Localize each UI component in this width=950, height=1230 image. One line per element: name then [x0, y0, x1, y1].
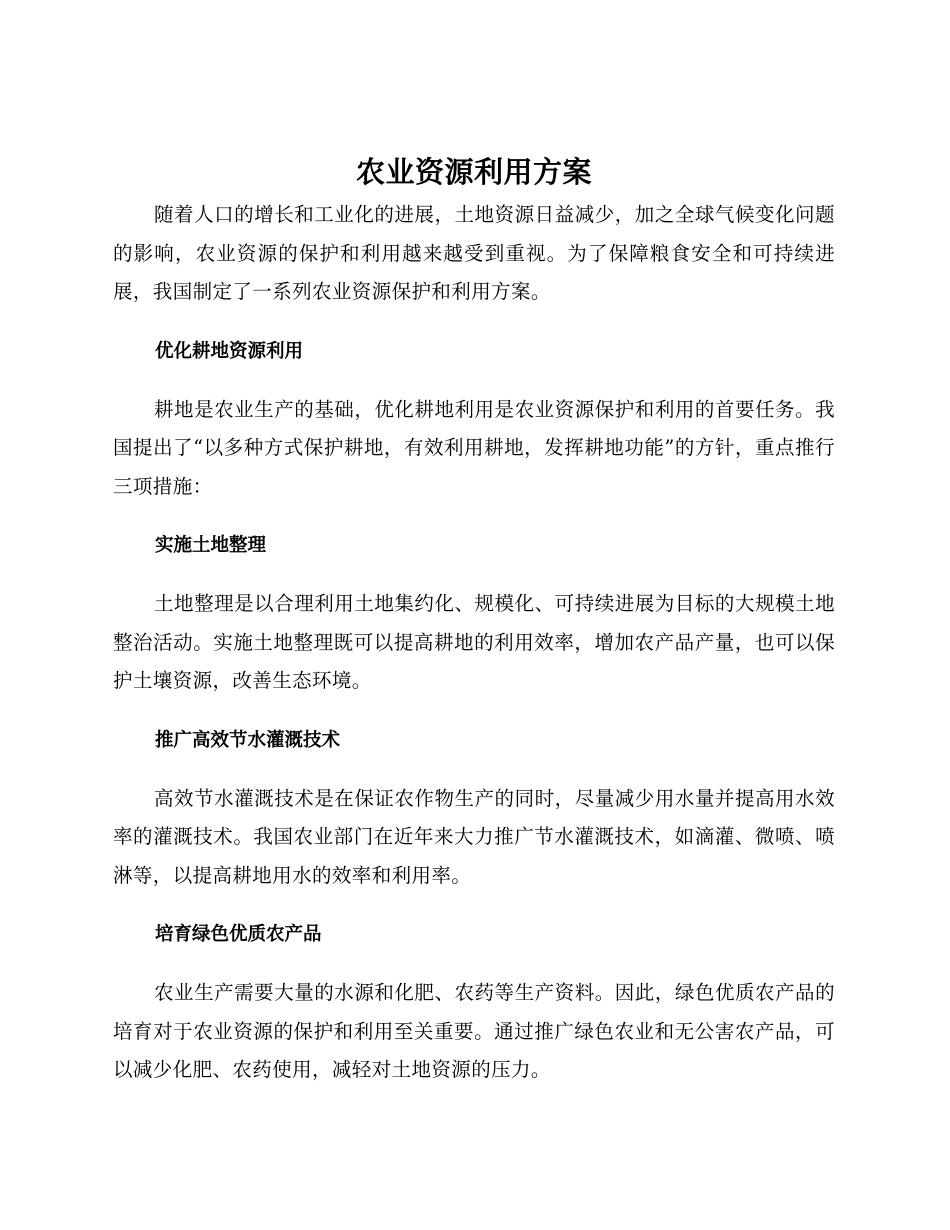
section-heading-land-consolidation: 实施土地整理	[155, 535, 267, 556]
section-heading-farmland: 优化耕地资源利用	[155, 340, 304, 362]
document-page	[113, 148, 835, 1090]
section-body-farmland: 耕地是农业生产的基础，优化耕地利用是农业资源保护和利用的首要任务。我国提出了“以多种方式保护耕地，有效利用耕地，发挥耕地功能”的方针，重点推行三项措施：	[113, 397, 835, 498]
intro-paragraph: 随着人口的增长和工业化的进展，土地资源日益减少，加之全球气候变化问题的影响，农业资源的保护和利用越来越受到重视。为了保障粮食安全和可持续进展，我国制定了一系列农业资源保护和利用方案。	[113, 203, 835, 303]
section-heading-irrigation: 推广高效节水灌溉技术	[155, 729, 341, 751]
section-heading-green-products: 培育绿色优质农产品	[155, 924, 322, 945]
section-body-irrigation: 高效节水灌溉技术是在保证农作物生产的同时，尽量减少用水量并提高用水效率的灌溉技术。我国农业部门在近年来大力推广节水灌溉技术，如滴灌、微喷、喷淋等，以提高耕地用水的效率和利用率。	[113, 786, 835, 887]
section-body-land-consolidation: 土地整理是以合理利用土地集约化、规模化、可持续进展为目标的大规模土地整治活动。实施土地整理既可以提高耕地的利用效率，增加农产品产量，也可以保护土壤资源，改善生态环境。	[113, 592, 835, 692]
section-body-green-products: 农业生产需要大量的水源和化肥、农药等生产资料。因此，绿色优质农产品的培育对于农业资源的保护和利用至关重要。通过推广绿色农业和无公害农产品，可以减少化肥、农药使用，减轻对土地资源的压力。	[113, 981, 835, 1081]
document-title: 农业资源利用方案	[355, 155, 592, 189]
